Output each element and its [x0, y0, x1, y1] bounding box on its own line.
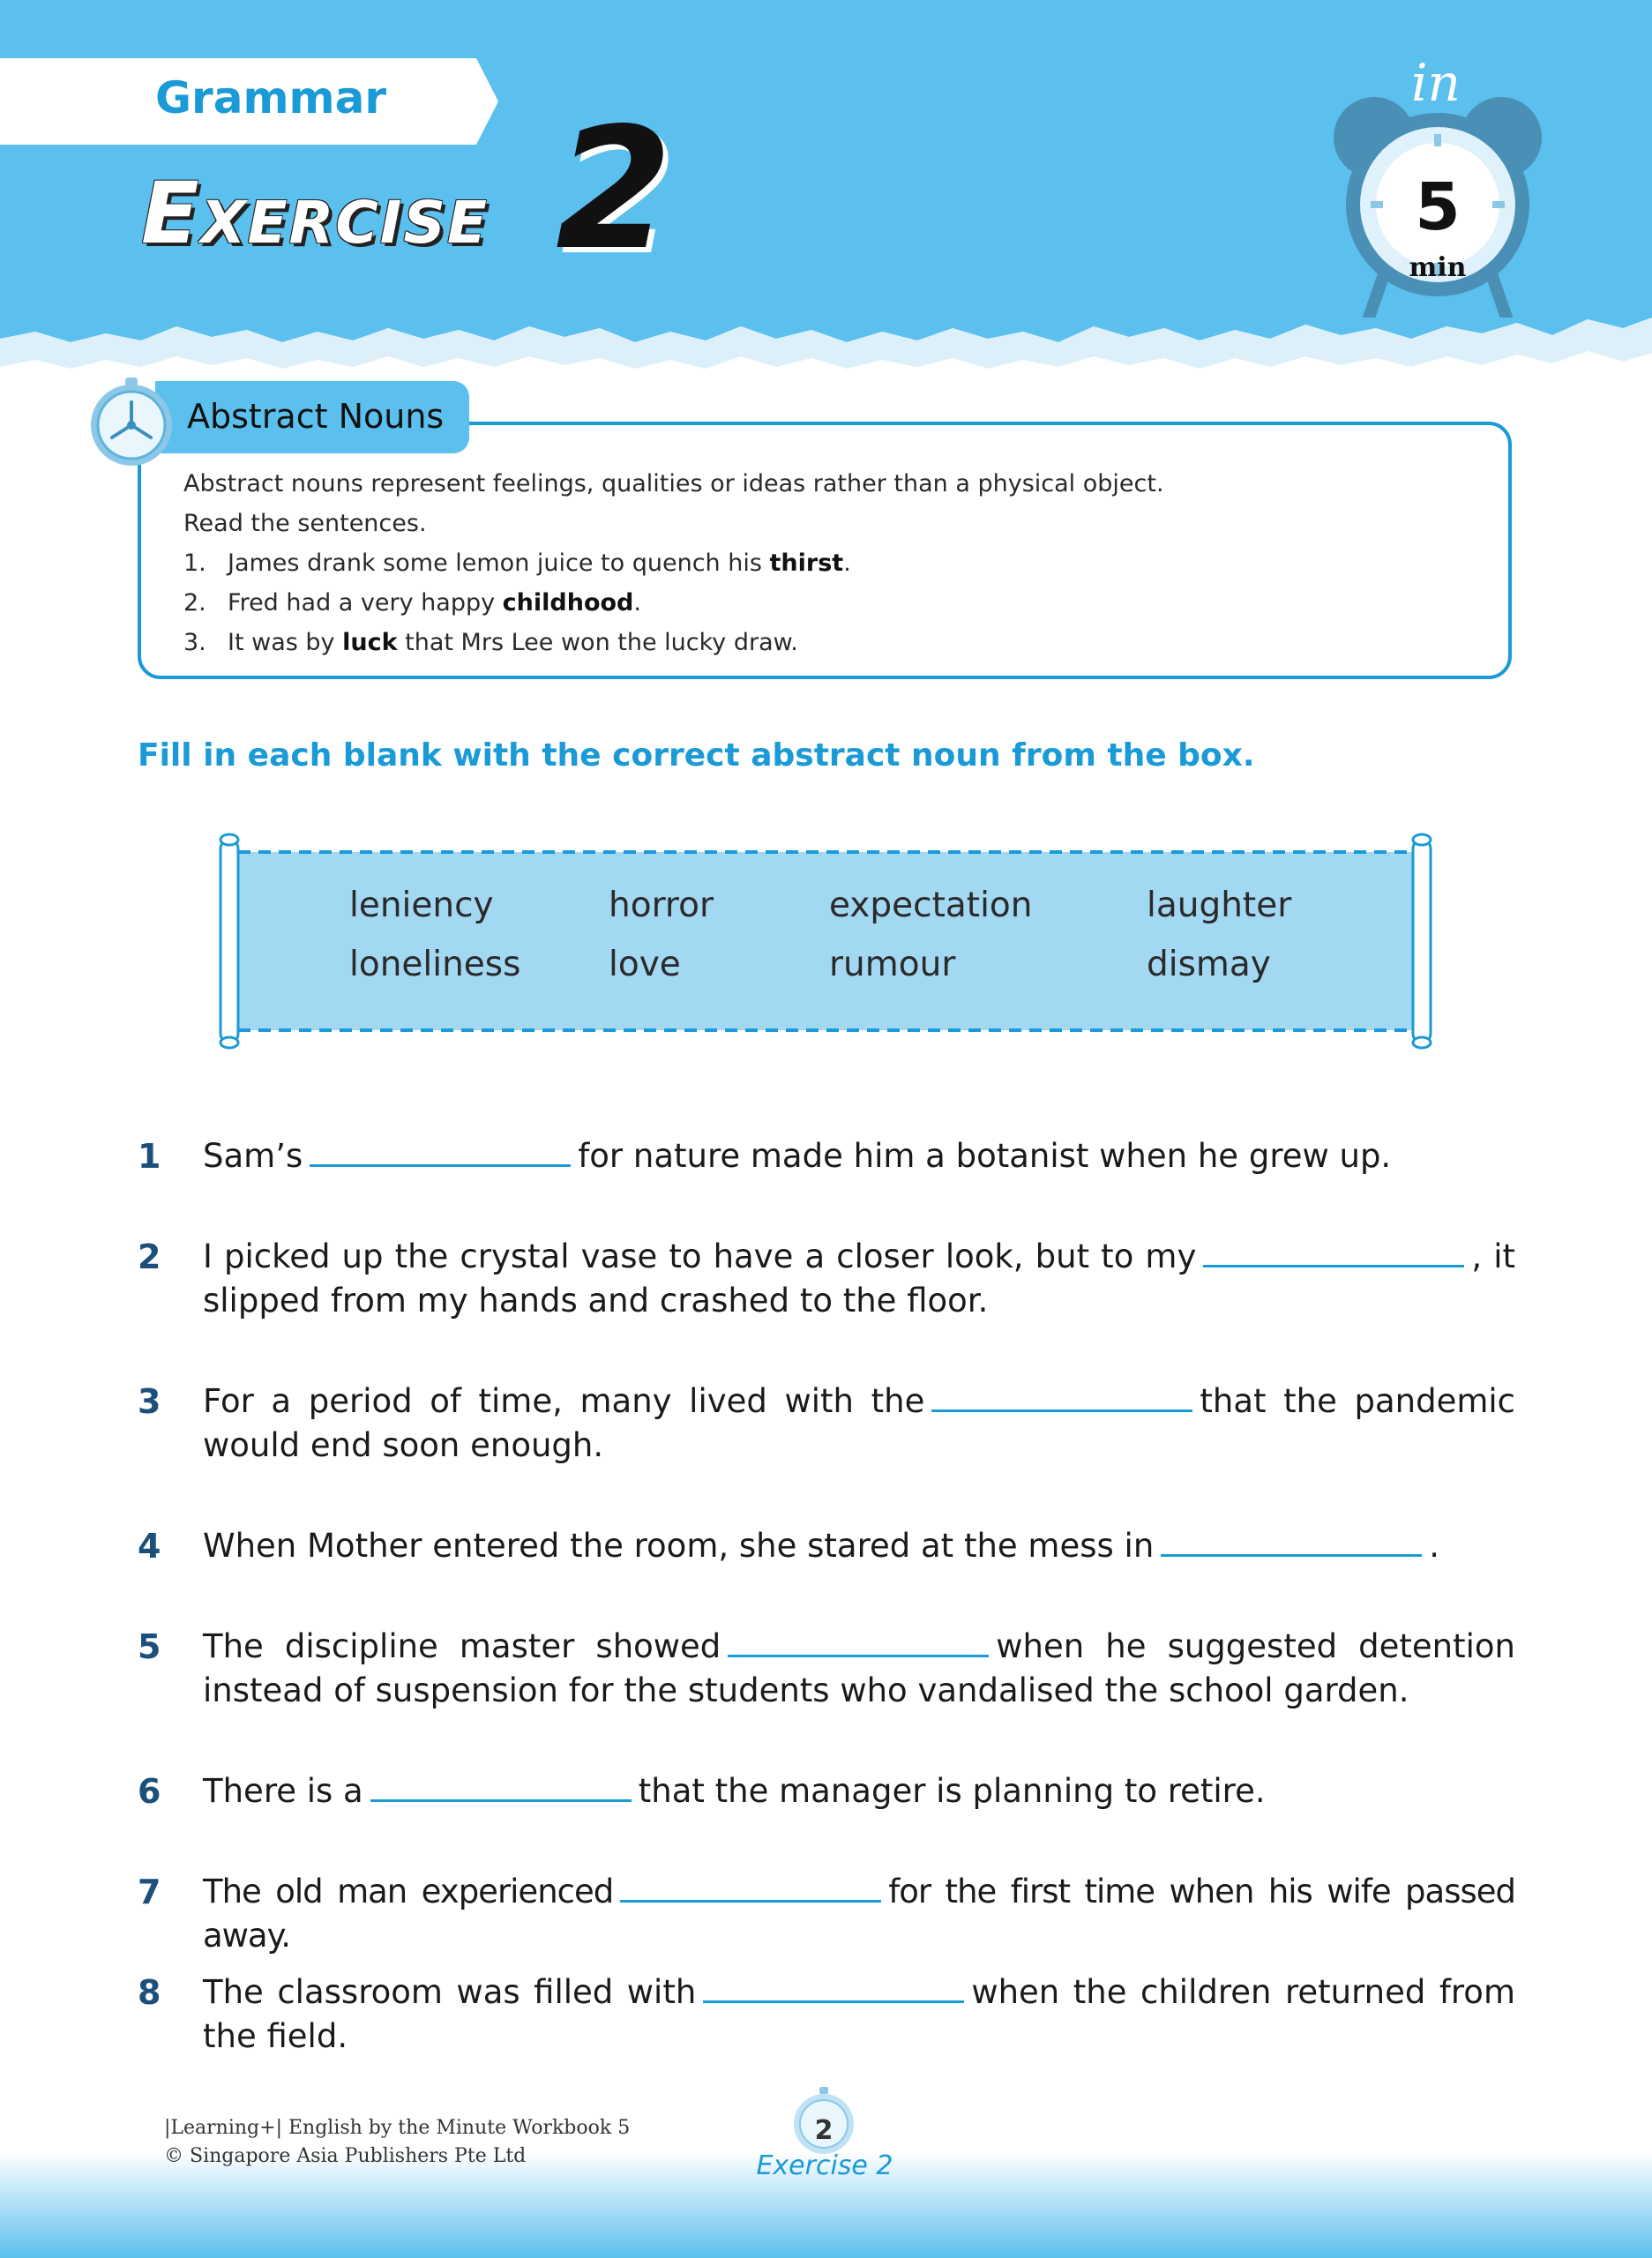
question-number: 1: [138, 1137, 161, 1176]
question-text: The discipline master showed when he suggested detention instead of suspension for the students who vandalised the school garden.: [203, 1627, 1515, 1709]
question-number: 8: [138, 1973, 161, 2012]
example-item: [183, 583, 1471, 623]
answer-blank[interactable]: [370, 1773, 632, 1802]
answer-blank[interactable]: [620, 1873, 881, 1903]
word-bank: [349, 886, 1355, 984]
example-abstract-noun: luck: [342, 629, 398, 656]
question-item: [138, 1625, 1515, 1713]
question-item: [138, 1769, 1515, 1813]
info-title: Abstract Nouns: [187, 397, 445, 436]
answer-blank[interactable]: [1203, 1238, 1464, 1267]
info-description: Abstract nouns represent feelings, qualities or ideas rather than a physical object.: [183, 470, 1164, 497]
question-text: The classroom was filled with when the children returned from the field.: [203, 1973, 1515, 2055]
example-item: [183, 623, 1471, 662]
timer-minutes: 5: [1415, 169, 1461, 245]
footer-copyright: © Singapore Asia Publishers Pte Ltd: [164, 2145, 527, 2167]
question-item: [138, 1970, 1515, 2059]
section-label: Grammar: [155, 72, 387, 123]
example-number: 2.: [183, 589, 206, 617]
answer-blank[interactable]: [310, 1138, 571, 1167]
word-bank-item: rumour: [829, 945, 956, 984]
exercise-heading: [141, 164, 489, 263]
example-list: [183, 543, 1471, 662]
example-abstract-noun: thirst: [769, 550, 844, 577]
footer-exercise-label: Exercise 2: [756, 2150, 893, 2181]
question-number: 6: [138, 1772, 161, 1811]
question-item: [138, 1870, 1515, 1958]
question-item: [138, 1524, 1515, 1568]
question-text: I picked up the crystal vase to have a closer look, but to my , it slipped from my hands and crashed to the floor.: [203, 1237, 1515, 1320]
answer-blank[interactable]: [703, 1974, 964, 2003]
example-abstract-noun: childhood: [502, 589, 634, 617]
word-bank-item: dismay: [1147, 945, 1271, 984]
exercise-heading-initial: E: [141, 164, 201, 263]
exercise-heading-rest: XERCISE: [200, 189, 489, 257]
question-text: There is a that the manager is planning to retire.: [203, 1772, 1266, 1810]
info-content: [183, 464, 1471, 662]
timer-unit: min: [1409, 252, 1467, 283]
question-item: [138, 1379, 1515, 1468]
example-number: 3.: [183, 629, 206, 656]
example-text: It was by luck that Mrs Lee won the lucky draw.: [228, 629, 798, 656]
question-text: The old man experienced for the first time when his wife passed away.: [203, 1873, 1515, 1955]
exercise-number: 2: [556, 92, 673, 287]
word-bank-item: laughter: [1147, 886, 1292, 925]
word-bank-item: leniency: [349, 886, 494, 925]
question-number: 2: [138, 1237, 161, 1276]
question-number: 3: [138, 1382, 161, 1421]
info-prompt: Read the sentences.: [183, 510, 427, 537]
footer-book-title: |Learning+| English by the Minute Workbook 5: [164, 2117, 631, 2139]
question-item: [138, 1134, 1515, 1178]
question-number: 7: [138, 1873, 161, 1911]
question-text: For a period of time, many lived with the that the pandemic would end soon enough.: [203, 1382, 1515, 1464]
example-text: James drank some lemon juice to quench his thirst.: [228, 550, 851, 577]
question-number: 4: [138, 1527, 161, 1566]
answer-blank[interactable]: [728, 1628, 989, 1657]
stopwatch-icon: [85, 376, 178, 469]
question-number: 5: [138, 1627, 161, 1666]
answer-blank[interactable]: [931, 1383, 1192, 1412]
word-bank-item: love: [609, 945, 681, 984]
question-item: [138, 1235, 1515, 1323]
word-bank-item: loneliness: [349, 945, 521, 984]
timer-prefix: in: [1411, 53, 1461, 113]
example-text: Fred had a very happy childhood.: [228, 589, 641, 617]
example-number: 1.: [183, 550, 206, 577]
question-text: When Mother entered the room, she stared at the mess in .: [203, 1527, 1440, 1565]
page-number: 2: [814, 2115, 833, 2146]
instruction-heading: Fill in each blank with the correct abstract noun from the box.: [138, 737, 1255, 774]
example-item: [183, 543, 1471, 583]
answer-blank[interactable]: [1161, 1528, 1422, 1557]
question-text: Sam’s for nature made him a botanist when he grew up.: [203, 1137, 1392, 1175]
word-bank-item: expectation: [829, 886, 1033, 925]
word-bank-item: horror: [609, 886, 714, 925]
